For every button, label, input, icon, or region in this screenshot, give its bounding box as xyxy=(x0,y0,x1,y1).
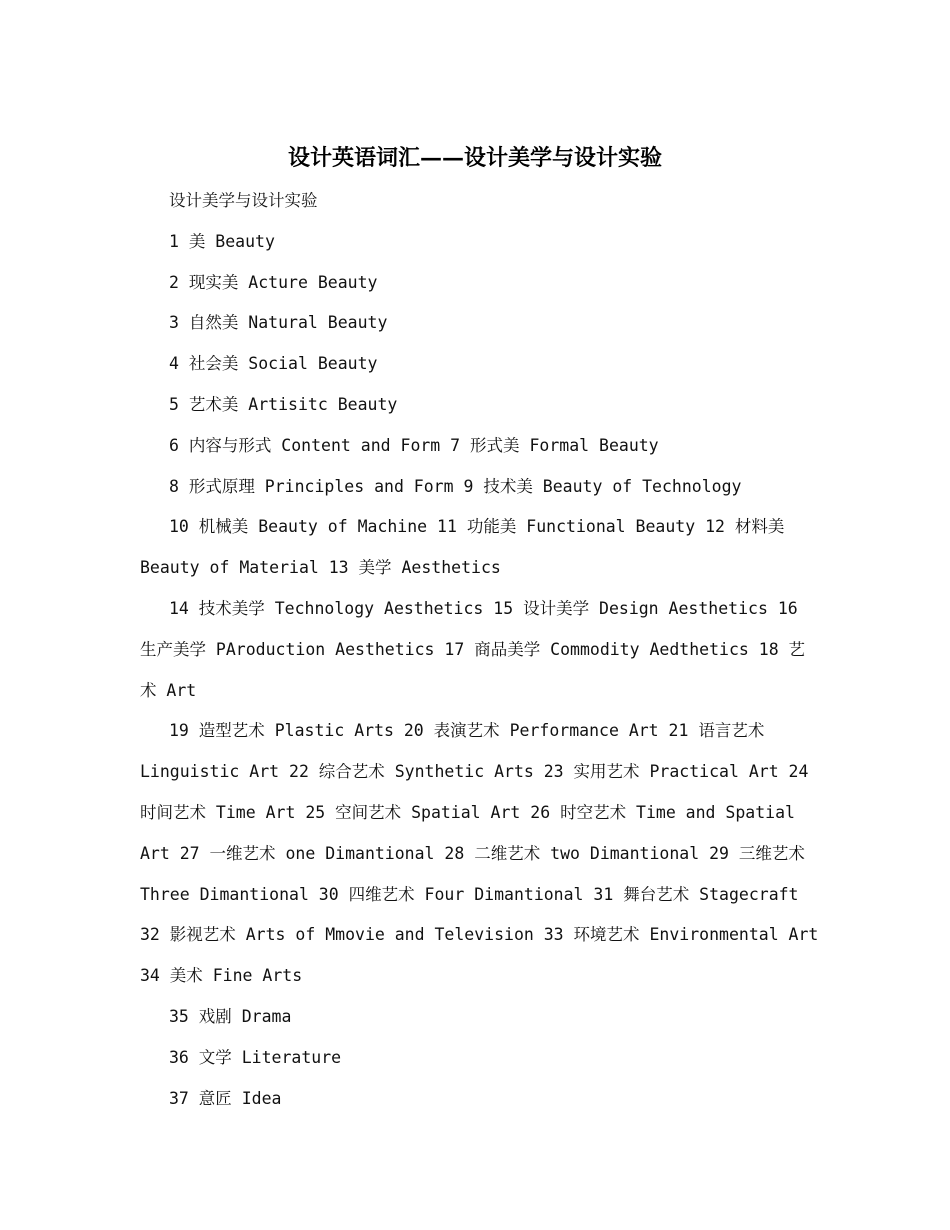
paragraph-terms-10-13: 10 机械美 Beauty of Machine 11 功能美 Functional Beauty 12 材料美 Beauty of Material 13 美学 Aesthetics xyxy=(140,517,785,578)
paragraph-terms-6-7: 6 内容与形式 Content and Form 7 形式美 Formal Beauty xyxy=(169,435,659,455)
paragraph-term-2: 2 现实美 Acture Beauty xyxy=(169,272,378,292)
paragraph-term-3: 3 自然美 Natural Beauty xyxy=(169,313,388,333)
paragraph-term-5: 5 艺术美 Artisitc Beauty xyxy=(169,394,398,414)
paragraph-subtitle: 设计美学与设计实验 xyxy=(169,191,318,210)
document-title: 设计英语词汇——设计美学与设计实验 xyxy=(287,145,662,171)
paragraph-terms-19-34: 19 造型艺术 Plastic Arts 20 表演艺术 Performance Art 21 语言艺术 Linguistic Art 22 综合艺术 Synthetic Arts 23 实用艺术 Practical Art 24 时间艺术 Time Art 25 空间艺术 Spatial Art 26 时空艺术 Time and Spatial Art 27 一维艺术 one Dimantional 28 二维艺术 two Dimantional 29 三维艺术 Three Dimantional 30 四维艺术 Four Dimantional 31 舞台艺术 Stagecraft 32 影视艺术 Arts of Mmovie and Television 33 环境艺术 Environmental Art 34 美术 Fine Arts xyxy=(140,721,819,986)
paragraph-term-35: 35 戏剧 Drama xyxy=(169,1006,292,1026)
paragraph-term-36: 36 文学 Literature xyxy=(169,1047,342,1067)
paragraph-term-4: 4 社会美 Social Beauty xyxy=(169,354,378,374)
paragraph-term-1: 1 美 Beauty xyxy=(169,231,275,251)
paragraph-terms-14-18: 14 技术美学 Technology Aesthetics 15 设计美学 Design Aesthetics 16 生产美学 PAroduction Aesthetics 17 商品美学 Commodity Aedthetics 18 艺术 Art xyxy=(140,598,806,700)
document-body xyxy=(140,181,820,1119)
paragraph-terms-8-9: 8 形式原理 Principles and Form 9 技术美 Beauty of Technology xyxy=(169,476,742,496)
paragraph-term-37: 37 意匠 Idea xyxy=(169,1088,282,1108)
